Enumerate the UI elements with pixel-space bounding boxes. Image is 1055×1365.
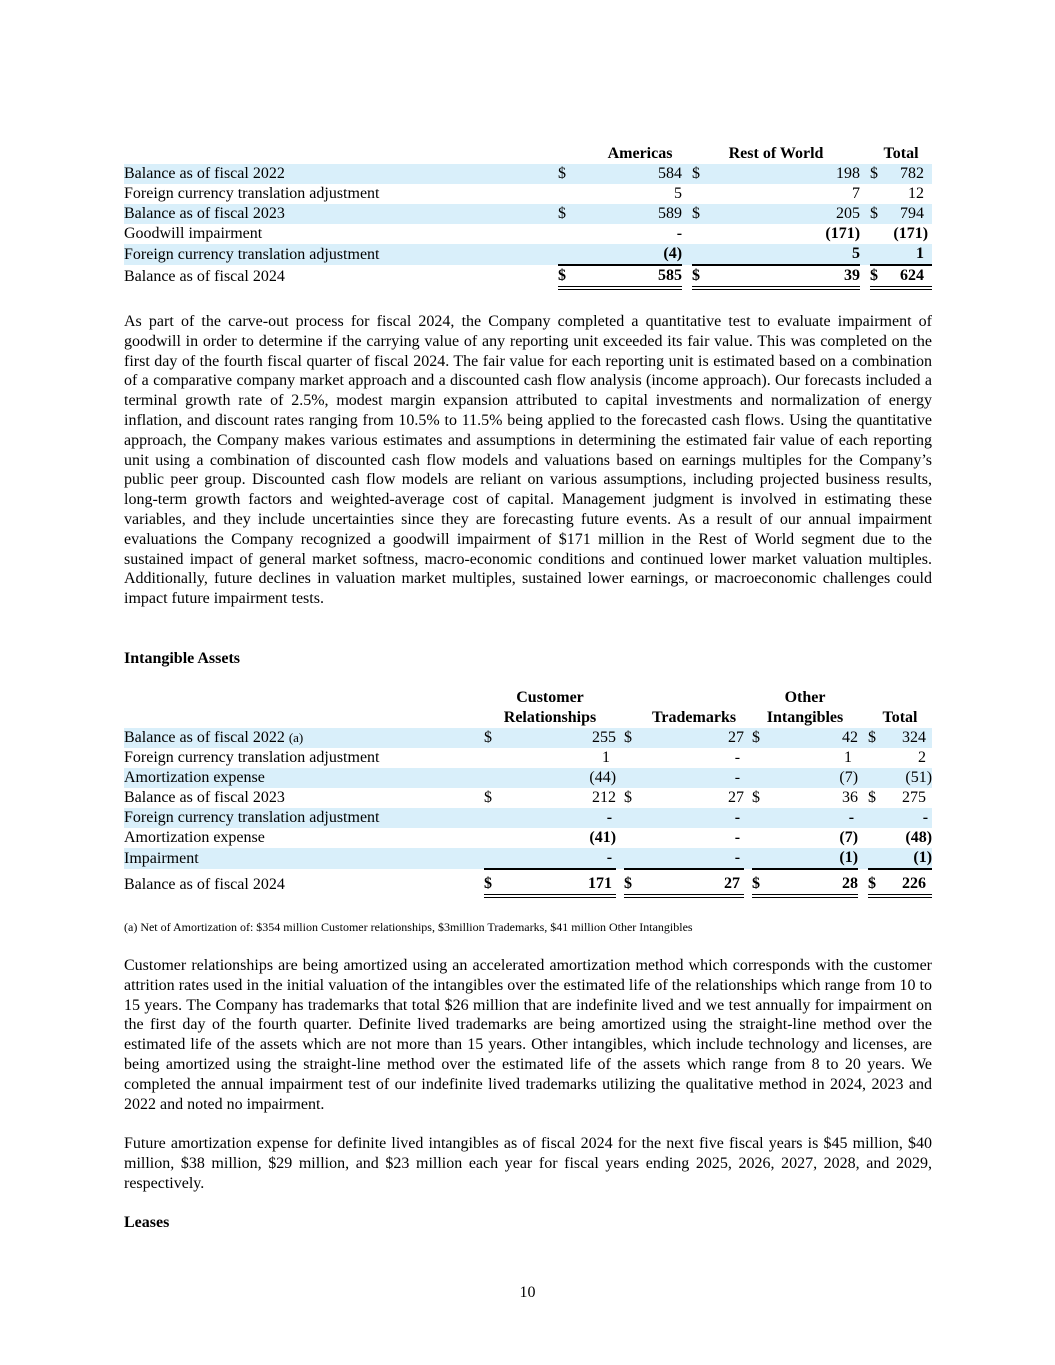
customer-relationships-value: (41)	[589, 829, 617, 846]
currency-symbol: $	[624, 789, 633, 806]
row-label: Foreign currency translation adjustment	[124, 749, 380, 766]
other-intangibles-value: 1	[844, 749, 853, 766]
row-label: Balance as of fiscal 2024	[124, 875, 285, 893]
other-intangibles-value: 28	[766, 869, 858, 896]
customer-relationships-value: -	[498, 808, 616, 828]
amortization-paragraph: Customer relationships are being amortized using an accelerated amortization method which corresponds with the customer attrition rates used in the initial valuation of the intangibles over the estimated life of the relationships which range from 10 to 15 years. The Company has trademarks that total $26 million that are indefinite lived and we test annually for impairment on the first day of the fourth quarter. Definite lived trademarks are being amortized using the straight-line method over the estimated life of the assets which are not more than 15 years. Other intangibles, which include technology and licenses, are being amortized using the straight-line method over the estimated life of the assets which range from 8 to 20 years. We completed the annual impairment test of our indefinite lived trademarks utilizing the qualitative method in 2024, 2023 and 2022 and noted no impairment.	[124, 957, 932, 1113]
row-label: Balance as of fiscal 2023	[124, 204, 558, 224]
currency-symbol	[624, 748, 638, 768]
currency-symbol: $	[558, 204, 570, 224]
intangibles-table	[124, 688, 932, 898]
intangibles-footnote: (a) Net of Amortization of: $354 million Customer relationships, $3million Trademarks, $41 million Other Intangibles	[124, 920, 693, 934]
currency-symbol: $	[870, 265, 882, 288]
table-row	[124, 224, 932, 244]
currency-symbol: $	[868, 728, 882, 748]
total-value: 12	[908, 185, 925, 202]
col-header-customer: Customer	[516, 689, 584, 706]
customer-relationships-value: -	[498, 848, 616, 869]
page-number: 10	[519, 1284, 536, 1301]
currency-symbol	[484, 828, 498, 848]
currency-symbol	[558, 244, 570, 265]
currency-symbol: $	[752, 869, 766, 896]
currency-symbol	[752, 808, 766, 828]
trademarks-value: -	[638, 768, 744, 788]
currency-symbol	[752, 748, 766, 768]
americas-value: 585	[570, 265, 682, 288]
currency-symbol: $	[868, 869, 882, 896]
currency-symbol: $	[692, 265, 704, 288]
currency-symbol: $	[868, 789, 877, 806]
table-row	[124, 808, 932, 828]
other-intangibles-value: 42	[766, 728, 858, 748]
col-header-other: Other	[784, 689, 826, 706]
currency-symbol: $	[692, 204, 704, 224]
table-row-total	[124, 869, 932, 896]
americas-value: -	[676, 225, 683, 242]
row-label: Goodwill impairment	[124, 225, 263, 242]
total-value: 324	[882, 728, 932, 748]
currency-symbol	[484, 768, 498, 788]
currency-symbol: $	[484, 789, 492, 806]
currency-symbol: $	[752, 728, 766, 748]
intangibles-header-row-1	[124, 688, 932, 708]
total-value: (171)	[893, 225, 929, 242]
trademarks-value: 27	[638, 869, 744, 896]
total-value: -	[882, 808, 932, 828]
table-row	[124, 164, 932, 184]
future-amortization-paragraph: Future amortization expense for definite lived intangibles as of fiscal 2024 for the next five fiscal years is $45 million, $40 million, $38 million, $29 million, and $23 million each year for fiscal years ending 2025, 2026, 2027, 2028, and 2029, respectively.	[124, 1135, 932, 1192]
customer-relationships-value: 171	[498, 869, 616, 896]
currency-symbol	[624, 808, 638, 828]
currency-symbol	[558, 224, 570, 244]
total-value: 794	[882, 204, 932, 224]
currency-symbol	[870, 184, 882, 204]
rest-of-world-value: 5	[704, 244, 860, 265]
row-label: Balance as of fiscal 2024	[124, 267, 285, 285]
rest-of-world-value: 205	[704, 204, 860, 224]
americas-value: 5	[674, 185, 683, 202]
currency-symbol	[868, 768, 882, 788]
col-header-total: Total	[882, 709, 918, 726]
trademarks-value: 27	[728, 789, 745, 806]
row-label	[124, 728, 484, 748]
customer-relationships-value: 1	[602, 749, 611, 766]
americas-value: 589	[570, 204, 682, 224]
col-header-americas: Americas	[607, 145, 673, 162]
currency-symbol: $	[558, 265, 570, 288]
goodwill-table	[124, 144, 932, 290]
customer-relationships-value: 255	[498, 728, 616, 748]
currency-symbol	[868, 848, 882, 869]
currency-symbol: $	[624, 869, 638, 896]
currency-symbol	[868, 748, 882, 768]
currency-symbol	[870, 244, 882, 265]
currency-symbol	[870, 224, 882, 244]
currency-symbol	[868, 808, 882, 828]
footnote-marker: (a)	[288, 730, 304, 745]
currency-symbol	[752, 848, 766, 869]
currency-symbol: $	[752, 789, 761, 806]
table-row	[124, 848, 932, 869]
col-header-total: Total	[883, 145, 919, 162]
table-row	[124, 828, 932, 848]
col-header-rest-of-world: Rest of World	[728, 145, 824, 162]
goodwill-header-row	[124, 144, 932, 164]
total-value: 275	[902, 789, 927, 806]
table-row	[124, 728, 932, 748]
row-label: Foreign currency translation adjustment	[124, 244, 558, 265]
total-value: 624	[882, 265, 932, 288]
total-value: 2	[918, 749, 927, 766]
currency-symbol	[484, 748, 498, 768]
other-intangibles-value: -	[766, 808, 858, 828]
goodwill-impairment-paragraph: As part of the carve-out process for fiscal 2024, the Company completed a quantitative test to evaluate impairment of goodwill in order to determine if the carrying value of any reporting unit exceeded its fair value. This was completed on the first day of the fourth fiscal quarter of fiscal 2024. The fair value for each reporting unit is estimated based on a combination of a comparative company market approach and a discounted cash flow analysis (income approach). Our forecasts included a terminal growth rate of 2.5%, modest margin expansion attributed to capital investments and normalization of energy inflation, and discount rates ranging from 10.5% to 11.5% being applied to the forecasted cash flows. Using the quantitative approach, the Company makes various estimates and assumptions in determining the estimated fair value of each reporting unit using a combination of discounted cash flow models and valuations based on earnings multiples for the Company’s public peer group. Discounted cash flow models are reliant on various assumptions, including projected business results, long-term growth factors and weighted-average cost of capital. Management judgment is involved in estimating these variables, and they include uncertainties since they are forecasting future events. As a result of our annual impairment evaluations the Company recognized a goodwill impairment of $171 million in the Rest of World segment due to the sustained impact of general market softness, macro-economic conditions and continued lower market valuation multiples. Additionally, future declines in valuation market multiples, sustained lower earnings, or macroeconomic challenges could impact future impairment tests.	[124, 313, 932, 608]
rest-of-world-value: 7	[852, 185, 861, 202]
row-label: Balance as of fiscal 2022	[124, 164, 558, 184]
row-label-text: Balance as of fiscal 2022	[124, 729, 285, 746]
other-intangibles-value: (7)	[839, 829, 859, 846]
currency-symbol: $	[870, 164, 882, 184]
row-label: Balance as of fiscal 2023	[124, 789, 285, 806]
currency-symbol: $	[484, 728, 498, 748]
customer-relationships-value: 212	[592, 789, 617, 806]
currency-symbol	[624, 848, 638, 869]
col-header-trademarks: Trademarks	[651, 709, 737, 726]
col-header-relationships: Relationships	[503, 709, 597, 726]
currency-symbol	[752, 768, 766, 788]
table-row	[124, 748, 932, 768]
customer-relationships-value: (44)	[498, 768, 616, 788]
row-label: Amortization expense	[124, 768, 484, 788]
currency-symbol: $	[558, 164, 570, 184]
currency-symbol: $	[624, 728, 638, 748]
row-label: Foreign currency translation adjustment	[124, 808, 484, 828]
trademarks-value: -	[734, 829, 741, 846]
total-value: (1)	[882, 848, 932, 869]
currency-symbol	[692, 244, 704, 265]
table-row	[124, 768, 932, 788]
row-label: Amortization expense	[124, 829, 265, 846]
row-label: Impairment	[124, 848, 484, 869]
currency-symbol: $	[870, 204, 882, 224]
rest-of-world-value: 198	[704, 164, 860, 184]
americas-value: 584	[570, 164, 682, 184]
total-value: 782	[882, 164, 932, 184]
total-value: 1	[882, 244, 932, 265]
americas-value: (4)	[570, 244, 682, 265]
table-row	[124, 204, 932, 224]
currency-symbol	[484, 808, 498, 828]
table-row	[124, 788, 932, 808]
leases-heading: Leases	[124, 1214, 170, 1231]
currency-symbol	[624, 828, 638, 848]
trademarks-value: -	[638, 808, 744, 828]
trademarks-value: 27	[638, 728, 744, 748]
currency-symbol: $	[484, 869, 498, 896]
other-intangibles-value: (1)	[766, 848, 858, 869]
currency-symbol	[624, 768, 638, 788]
intangible-assets-heading: Intangible Assets	[124, 650, 241, 667]
currency-symbol	[692, 184, 704, 204]
currency-symbol	[868, 828, 882, 848]
currency-symbol	[752, 828, 766, 848]
row-label: Foreign currency translation adjustment	[124, 185, 380, 202]
currency-symbol	[558, 184, 570, 204]
trademarks-value: -	[638, 848, 744, 869]
col-header-intangibles: Intangibles	[766, 709, 844, 726]
currency-symbol	[484, 848, 498, 869]
table-row	[124, 244, 932, 265]
currency-symbol: $	[692, 164, 704, 184]
rest-of-world-value: (171)	[825, 225, 861, 242]
table-row	[124, 184, 932, 204]
intangibles-header-row-2	[124, 708, 932, 728]
trademarks-value: -	[734, 749, 741, 766]
other-intangibles-value: 36	[842, 789, 859, 806]
rest-of-world-value: 39	[704, 265, 860, 288]
total-value: (48)	[905, 829, 933, 846]
other-intangibles-value: (7)	[766, 768, 858, 788]
table-row-total	[124, 265, 932, 288]
total-value: 226	[882, 869, 932, 896]
total-value: (51)	[882, 768, 932, 788]
currency-symbol	[692, 224, 704, 244]
